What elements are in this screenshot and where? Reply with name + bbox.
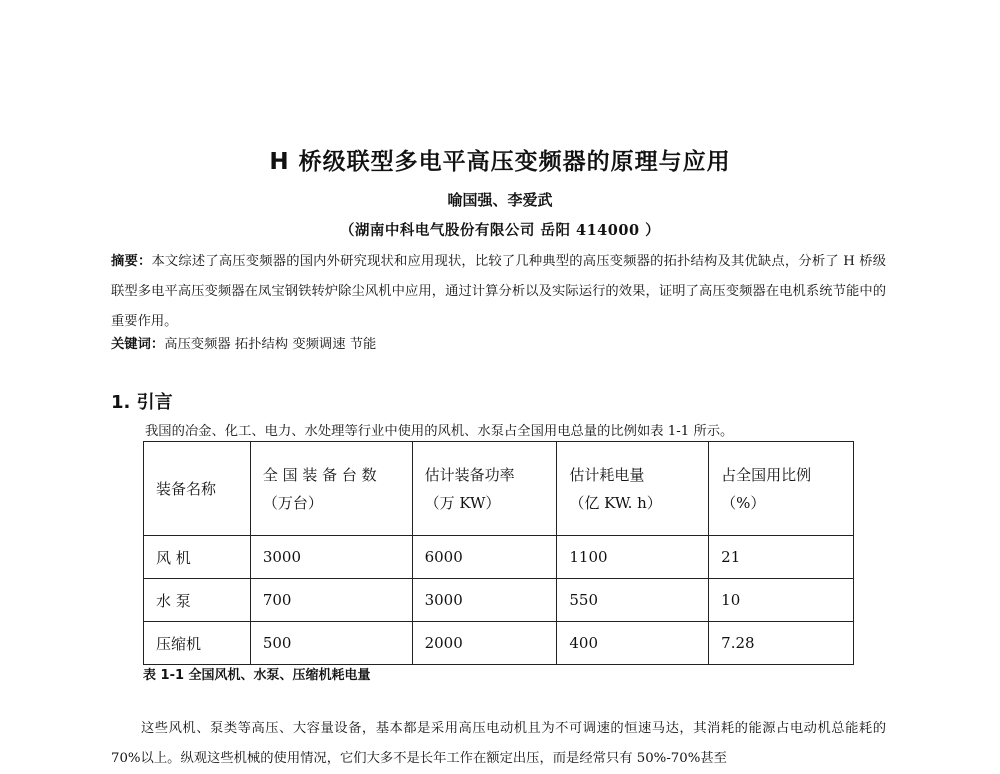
table-row (144, 622, 854, 665)
abstract-label: 摘要： (111, 254, 152, 269)
table-cell: 3000 (412, 579, 557, 622)
header-cell: 估计装备功率 （万 KW） (412, 442, 557, 536)
table-cell: 7.28 (709, 622, 854, 665)
table-cell: 21 (709, 536, 854, 579)
keywords (111, 333, 886, 352)
abstract (111, 247, 886, 337)
table-header-row (144, 442, 854, 536)
table-cell: 10 (709, 579, 854, 622)
paper-title: H 桥级联型多电平高压变频器的原理与应用 (269, 149, 731, 175)
section-heading: 1. 引言 (111, 392, 173, 413)
table-cell: 700 (250, 579, 412, 622)
table-cell: 400 (557, 622, 709, 665)
table-row (144, 536, 854, 579)
table-cell: 1100 (557, 536, 709, 579)
intro-paragraph: 我国的冶金、化工、电力、水处理等行业中使用的风机、水泵占全国用电总量的比例如表 1-1 所示。 (145, 424, 734, 439)
affiliation: （湖南中科电气股份有限公司 岳阳 414000 ） (339, 222, 661, 239)
data-table (143, 441, 854, 665)
table-cell: 风 机 (144, 536, 251, 579)
authors: 喻国强、李爱武 (447, 191, 553, 209)
table-row (144, 579, 854, 622)
table-caption: 表 1-1 全国风机、水泵、压缩机耗电量 (143, 668, 371, 683)
abstract-text: 本文综述了高压变频器的国内外研究现状和应用现状，比较了几种典型的高压变频器的拓扑结构及其优缺点，分析了 H 桥级联型多电平高压变频器在凤宝钢铁转炉除尘风机中应用，通过计算分析以及实际运行的效果，证明了高压变频器在电机系统节能中的重要作用。 (111, 254, 886, 329)
table-cell: 3000 (250, 536, 412, 579)
table-cell: 500 (250, 622, 412, 665)
keywords-label: 关键词： (111, 337, 165, 352)
body-paragraph: 这些风机、泵类等高压、大容量设备，基本都是采用高压电动机且为不可调速的恒速马达，其消耗的能源占电动机总能耗的 70%以上。纵观这些机械的使用情况，它们大多不是长年工作在额定出压，而是经常只有 50%-70%甚至 (111, 721, 886, 766)
table-cell: 水 泵 (144, 579, 251, 622)
header-cell: 占全国用比例 （%） (709, 442, 854, 536)
header-cell: 估计耗电量 （亿 KW. h） (557, 442, 709, 536)
header-cell: 装备名称 (144, 442, 251, 536)
table-cell: 2000 (412, 622, 557, 665)
keywords-text: 高压变频器 拓扑结构 变频调速 节能 (164, 337, 377, 352)
header-cell: 全 国 装 备 台 数 （万台） (250, 442, 412, 536)
table-cell: 压缩机 (144, 622, 251, 665)
table-cell: 550 (557, 579, 709, 622)
table-cell: 6000 (412, 536, 557, 579)
